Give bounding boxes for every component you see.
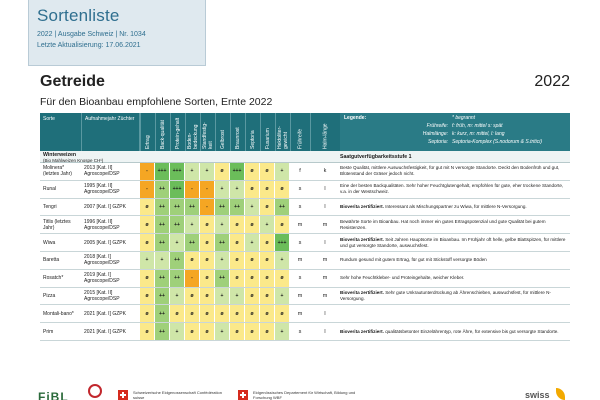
bioverita-label: Bioverita zertifiziert.	[340, 289, 384, 295]
table-row	[40, 323, 570, 341]
rating-cell: +	[275, 252, 290, 269]
variety-name: Baretta	[43, 257, 60, 264]
rating-cell: ø	[275, 216, 290, 233]
rating-cell: ø	[230, 252, 245, 269]
rating-cell: ø	[170, 305, 185, 322]
rating-cell: ø	[260, 288, 275, 305]
rating-cell: +	[170, 323, 185, 340]
variety-year: 1995 [Kat. II] Agroscope/DSP	[84, 183, 120, 196]
rating-cell: +	[170, 234, 185, 251]
col-rating-8: Fusarium	[260, 113, 275, 151]
rating-cell: ø	[140, 323, 155, 340]
variety-name: Prim	[43, 328, 54, 335]
swiss-flag-icon-2	[238, 390, 248, 400]
rating-cell: ø	[140, 216, 155, 233]
rating-cell: +	[245, 234, 260, 251]
fibl-logo: FiBL	[38, 390, 69, 400]
variety-description	[340, 199, 570, 216]
rating-cell: ø	[275, 270, 290, 287]
rating-cell: ø	[245, 288, 260, 305]
rating-cell: +	[170, 288, 185, 305]
legend-key-3: Septoria:	[427, 139, 448, 145]
rating-cell: ø	[260, 199, 275, 216]
col-rating-7: Septoria	[245, 113, 260, 151]
col-rating-0: Ertrag	[140, 113, 155, 151]
rating-cell: ø	[245, 305, 260, 322]
variety-description	[340, 305, 570, 322]
legend-key-2: Halmlänge:	[422, 131, 448, 137]
variety-name: Montali-bano*	[43, 310, 74, 317]
variety-year: 2015 [Kat. II] Agroscope/DSP	[84, 289, 120, 302]
description-body: Seit Jahren Hauptsorte im Bioanbau. Im Frühjahr oft helle, gelbe Blattspitzen, für mittlere und gut versorgte Standorte, auswuchsfest.	[340, 236, 566, 248]
fruehreife-cell: m	[297, 310, 303, 317]
swiss-logo: swiss	[525, 390, 550, 400]
fruehreife-cell: m	[297, 292, 303, 299]
halmlaenge-cell: m	[322, 257, 328, 264]
description-text	[340, 183, 568, 195]
description-body: Interessant als Mischungspartner zu Wiwa, für mittlere N-Versorgung.	[385, 203, 527, 209]
rating-cell: -	[140, 163, 155, 180]
rating-cell: +	[140, 252, 155, 269]
rating-cell: +	[260, 216, 275, 233]
legend	[340, 113, 570, 151]
variety-description	[340, 270, 570, 287]
fruehreife-cell: m	[297, 257, 303, 264]
department-text: Eidgenössisches Departement für Wirtschaft, Bildung und Forschung WBF	[253, 390, 356, 400]
rating-cell: +++	[275, 234, 290, 251]
header-box	[28, 0, 206, 66]
col-halmlaenge: Halm-länge	[310, 113, 340, 151]
page-year: 2022	[534, 73, 570, 90]
rating-cell: ø	[245, 163, 260, 180]
rating-cell: ++	[155, 199, 170, 216]
rating-cell: ø	[245, 181, 260, 198]
rating-cell: ø	[230, 323, 245, 340]
description-body: Bewährte Sorte im Bioanbau. Hat noch immer ein gutes Ertragspotenzial und gute Qualität bei gutem Resistenzen.	[340, 218, 546, 230]
rating-cell: ø	[230, 270, 245, 287]
fruehreife-cell: s	[298, 275, 302, 282]
rating-cell: +++	[155, 163, 170, 180]
fruehreife-cell: s	[298, 239, 302, 246]
halmlaenge-cell: m	[322, 275, 328, 282]
variety-description	[340, 163, 570, 180]
rating-cell: ++	[155, 234, 170, 251]
rating-cell: ++	[170, 199, 185, 216]
halmlaenge-cell: l	[324, 310, 326, 317]
swiss-flag-icon	[118, 390, 128, 400]
col-rating-2: Protein-gehalt	[170, 113, 185, 151]
header-title: Sortenliste	[37, 6, 120, 25]
rating-cell: ø	[230, 305, 245, 322]
variety-table	[40, 113, 570, 341]
description-text	[340, 219, 568, 231]
table-row	[40, 181, 570, 199]
variety-description	[340, 288, 570, 305]
description-body: Eine der besten Backqualitäten. Sehr hoher Feuchtglutengehalt, empfohlen für gute, eher trockene Standorte, v.a. in der Westschweiz.	[340, 183, 564, 195]
rating-cell: +++	[230, 163, 245, 180]
fruehreife-cell: s	[298, 186, 302, 193]
description-text	[340, 290, 568, 302]
rating-cell: ø	[200, 270, 215, 287]
header-edition: 2022 | Ausgabe Schweiz | Nr. 1034	[37, 31, 146, 38]
rating-cell: ø	[275, 181, 290, 198]
rating-cell: ++	[215, 234, 230, 251]
col-rating-6: Braunrost	[230, 113, 245, 151]
rating-cell: +++	[170, 163, 185, 180]
rating-cell: ø	[200, 234, 215, 251]
rating-cell: ø	[245, 252, 260, 269]
col-sorte: Sorte	[40, 113, 82, 151]
rating-cell: ++	[155, 270, 170, 287]
rating-cell: ø	[230, 216, 245, 233]
rating-cell: +	[245, 199, 260, 216]
description-body: Sehr gute Unkrautunterdrückung ab Ährenschieben, auswuchsfest, für mittlere N-Versorgung.	[340, 289, 551, 301]
rating-cell: ø	[140, 288, 155, 305]
rating-cell: ++	[170, 252, 185, 269]
rating-cell: ++	[275, 199, 290, 216]
rating-cell: ++	[155, 216, 170, 233]
variety-name: Tengri	[43, 203, 57, 210]
rating-cell: ++	[185, 199, 200, 216]
fruehreife-cell: s	[298, 203, 302, 210]
variety-year: 2018 [Kat. I] Agroscope/DSP	[84, 254, 120, 267]
section-stufe: Saatgutverfügbarkeitsstufe 1	[340, 154, 412, 160]
description-body: Sehr hohe Feuchtkleber- und Proteingehalte, weicher Kleber.	[340, 275, 465, 281]
rating-cell: +	[200, 163, 215, 180]
rating-cell: ++	[170, 216, 185, 233]
table-row	[40, 270, 570, 288]
rating-cell: ø	[200, 323, 215, 340]
table-row	[40, 199, 570, 217]
col-fruehreife: Frühreife	[290, 113, 310, 151]
rating-cell: ø	[140, 199, 155, 216]
rating-cell: ø	[185, 252, 200, 269]
variety-description	[340, 181, 570, 198]
rating-cell: +	[215, 288, 230, 305]
rating-cell: ++	[215, 199, 230, 216]
legend-key-1: Frühreife:	[426, 123, 448, 129]
rating-cell: -	[140, 181, 155, 198]
fruehreife-cell: f	[299, 168, 301, 175]
rating-cell: ++	[185, 234, 200, 251]
halmlaenge-cell: m	[322, 221, 328, 228]
rating-cell: ø	[260, 163, 275, 180]
rating-cell: ø	[245, 216, 260, 233]
rating-cell: ø	[185, 323, 200, 340]
table-row	[40, 216, 570, 234]
rating-cell: ø	[215, 163, 230, 180]
variety-year: 2021 [Kat. I] GZPK	[84, 328, 126, 335]
rating-cell: ø	[185, 305, 200, 322]
rating-cell: +	[230, 288, 245, 305]
rating-cell: ø	[275, 305, 290, 322]
col-rating-5: Gelbrost	[215, 113, 230, 151]
description-text	[340, 165, 568, 177]
variety-year: 2007 [Kat. I] GZPK	[84, 203, 126, 210]
rating-cell: ø	[200, 288, 215, 305]
section-sub: (Bio Mahlweizen Knospe CH¹)	[43, 157, 104, 163]
col-rating-4: Standfestig-keit	[200, 113, 215, 151]
rating-cell: -	[200, 199, 215, 216]
rating-cell: ++	[155, 323, 170, 340]
description-text	[340, 204, 527, 210]
halmlaenge-cell: l	[324, 203, 326, 210]
table-row	[40, 288, 570, 306]
halmlaenge-cell: l	[324, 186, 326, 193]
rating-cell: ++	[155, 305, 170, 322]
table-row	[40, 252, 570, 270]
variety-description	[340, 216, 570, 233]
rating-cell: ø	[260, 234, 275, 251]
variety-name: Runal	[43, 186, 57, 193]
rating-cell: ++	[170, 270, 185, 287]
variety-description	[340, 323, 570, 340]
rating-cell: ø	[185, 288, 200, 305]
legend-val-2: k: kurz, m: mittel, l: lang	[452, 131, 505, 137]
rating-cell: ø	[260, 270, 275, 287]
rating-cell: +	[215, 216, 230, 233]
rating-cell: +	[185, 216, 200, 233]
variety-year: 2005 [Kat. I] GZPK	[84, 239, 126, 246]
rating-cell: ø	[200, 305, 215, 322]
variety-year: 2019 [Kat. I] Agroscope/DSP	[84, 272, 120, 285]
rating-cell: +	[275, 163, 290, 180]
rating-cell: ø	[200, 252, 215, 269]
bioverita-label: Bioverita zertifiziert.	[340, 203, 384, 209]
description-text	[340, 329, 559, 335]
variety-year: 1996 [Kat. II] Agroscope/DSP	[84, 218, 120, 231]
variety-description	[340, 252, 570, 269]
rating-cell: +	[215, 181, 230, 198]
fruehreife-cell: s	[298, 328, 302, 335]
halmlaenge-cell: k	[323, 168, 327, 175]
variety-name: Rosatch*	[43, 275, 64, 282]
leaf-icon	[556, 388, 565, 400]
legend-val-1: f: früh, m: mittel s: spät	[452, 123, 503, 129]
rating-cell: -	[185, 181, 200, 198]
col-rating-3: Boden-bedeckung	[185, 113, 200, 151]
rating-cell: +	[230, 181, 245, 198]
table-row	[40, 305, 570, 323]
variety-name: Molinera* (letztes Jahr)	[43, 165, 72, 178]
rating-cell: ø	[245, 270, 260, 287]
table-row	[40, 234, 570, 252]
rating-cell: ø	[260, 181, 275, 198]
rating-cell: ø	[200, 216, 215, 233]
rating-cell: ø	[215, 305, 230, 322]
header-subtitle	[37, 29, 146, 51]
section-winterweizen	[40, 151, 570, 163]
table-header	[40, 113, 570, 151]
rating-cell: +	[155, 252, 170, 269]
table-row	[40, 163, 570, 181]
rating-cell: +	[275, 323, 290, 340]
description-body: Rundum gesund mit gutem Ertrag, für gut mit Stickstoff versorgte Böden	[340, 257, 487, 263]
legend-val-0: * begrannt	[452, 115, 476, 121]
variety-name: Pizza	[43, 292, 56, 299]
legend-val-3: Septoria-Komplex (S.nodorum & S.tritici)	[452, 139, 543, 145]
description-text	[340, 275, 464, 281]
rating-cell: ø	[230, 234, 245, 251]
rating-cell: ++	[155, 181, 170, 198]
table-body	[40, 163, 570, 341]
rating-cell: -	[200, 181, 215, 198]
header-updated: Letzte Aktualisierung: 17.06.2021	[37, 42, 141, 49]
col-rating-1: Back-qualität	[155, 113, 170, 151]
rating-cell: +	[215, 323, 230, 340]
rating-cell: ø	[260, 323, 275, 340]
bioverita-label: Bioverita zertifiziert.	[340, 236, 384, 242]
variety-name: Wiwa	[43, 239, 56, 246]
description-body: qualitätsbetonter Einzelährentyp, rote Ähre, für extensive bis gut versorgte Standorte.	[385, 328, 559, 334]
rating-cell: ø	[260, 252, 275, 269]
fruehreife-cell: m	[297, 221, 303, 228]
rating-cell: +	[215, 252, 230, 269]
section-title: Winterweizen	[43, 152, 77, 158]
rating-cell: ø	[140, 305, 155, 322]
rating-cell: ++	[155, 288, 170, 305]
confederation-text: Schweizerische Eidgenossenschaft Confédération suisse	[133, 390, 222, 400]
variety-name: Titlis (letztes Jahr)	[43, 218, 71, 231]
variety-year: 2013 [Kat. II] Agroscope/DSP	[84, 165, 120, 178]
variety-description	[340, 234, 570, 251]
rating-cell: ++	[230, 199, 245, 216]
page-title: Getreide	[40, 73, 105, 90]
bioverita-label: Bioverita zertifiziert.	[340, 328, 384, 334]
rating-cell: ++	[215, 270, 230, 287]
page-subtitle: Für den Bioanbau empfohlene Sorten, Ernte 2022	[40, 96, 273, 108]
description-body: Beste Qualität, mittlere Auswuchsfestigkeit, für gut mit N versorgte Standorte. Deckt den Bodenfrüh und gut, Blütenstand der Gräser jedoch nicht.	[340, 165, 560, 177]
rating-cell: ø	[245, 323, 260, 340]
rating-cell: ø	[140, 270, 155, 287]
halmlaenge-cell: l	[324, 328, 326, 335]
description-text	[340, 257, 487, 263]
rating-cell: +	[185, 163, 200, 180]
col-year: Aufnahmejahr Züchter	[82, 113, 140, 151]
col-rating-9: Hektoliter-gewicht	[275, 113, 290, 151]
rating-cell: -	[185, 270, 200, 287]
rating-cell: +++	[170, 181, 185, 198]
halmlaenge-cell: l	[324, 239, 326, 246]
rating-cell: +	[275, 288, 290, 305]
halmlaenge-cell: m	[322, 292, 328, 299]
variety-year: 2021 [Kat. I] GZPK	[84, 310, 126, 317]
footer	[0, 368, 600, 400]
bio-logo-icon	[88, 384, 102, 398]
legend-label: Legende:	[344, 115, 367, 121]
rating-cell: ø	[140, 234, 155, 251]
rating-cell: ø	[260, 305, 275, 322]
description-text	[340, 237, 568, 249]
